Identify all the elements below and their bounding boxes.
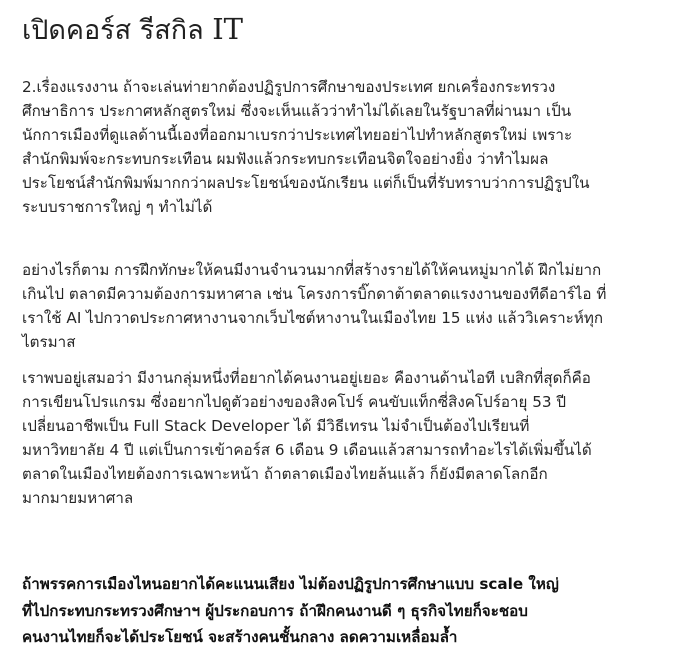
- paragraph-line: การเขียนโปรแกรม ซึ่งอยากไปดูตัวอย่างของสิงคโปร์ คนขับแท็กซี่สิงคโปร์อายุ 53 ปี: [22, 393, 567, 411]
- article-title: [22, 8, 243, 51]
- paragraph-line: นักการเมืองที่ดูแลด้านนี้เองที่ออกมาเบรกว่าประเทศไทยอย่าไปทำหลักสูตรใหม่ เพราะ: [22, 126, 573, 144]
- paragraph-it-jobs: [22, 366, 592, 510]
- paragraph-line: ตลาดในเมืองไทยต้องการเฉพาะหน้า ถ้าตลาดเมืองไทยล้นแล้ว ก็ยังมีตลาดโลกอีก: [22, 465, 548, 483]
- paragraph-line: อย่างไรก็ตาม การฝึกทักษะให้คนมีงานจำนวนมากที่สร้างรายได้ให้คนหมู่มากได้ ฝึกไม่ยาก: [22, 261, 602, 279]
- paragraph-line: ระบบราชการใหญ่ ๆ ทำไม่ได้: [22, 198, 213, 216]
- paragraph-conclusion: [22, 571, 559, 651]
- paragraph-line: ประโยชน์สำนักพิมพ์มากกว่าผลประโยชน์ของนักเรียน แต่ก็เป็นที่รับทราบว่าการปฏิรูปใน: [22, 174, 590, 192]
- paragraph-skills: [22, 258, 606, 354]
- paragraph-line: เกินไป ตลาดมีความต้องการมหาศาล เช่น โครงการบิ๊กดาต้าตลาดแรงงานของทีดีอาร์ไอ ที่: [22, 285, 607, 303]
- paragraph-line: คนงานไทยก็จะได้ประโยชน์ จะสร้างคนชั้นกลาง ลดความเหลื่อมล้ำ: [22, 628, 458, 646]
- paragraph-line: 2.เรื่องแรงงาน ถ้าจะเล่นท่ายากต้องปฏิรูปการศึกษาของประเทศ ยกเครื่องกระทรวง: [22, 78, 556, 96]
- article-title-latin: IT: [212, 12, 244, 46]
- paragraph-line: เราใช้ AI ไปกวาดประกาศหางานจากเว็บไซต์หางานในเมืองไทย 15 แห่ง แล้ววิเคราะห์ทุก: [22, 309, 604, 327]
- paragraph-labor: [22, 75, 590, 219]
- paragraph-line: สำนักพิมพ์จะกระทบกระเทือน ผมฟังแล้วกระทบกระเทือนจิตใจอย่างยิ่ง ว่าทำไมผล: [22, 150, 549, 168]
- paragraph-line: เราพบอยู่เสมอว่า มีงานกลุ่มหนึ่งที่อยากได้คนงานอยู่เยอะ คืองานด้านไอที เบสิกที่สุดก็คือ: [22, 369, 591, 387]
- paragraph-line: ถ้าพรรคการเมืองไหนอยากได้คะแนนเสียง ไม่ต้องปฏิรูปการศึกษาแบบ scale ใหญ่: [22, 575, 559, 593]
- paragraph-line: ที่ไปกระทบกระทรวงศึกษาฯ ผู้ประกอบการ ถ้าฝึกคนงานดี ๆ ธุรกิจไทยก็จะชอบ: [22, 601, 528, 620]
- paragraph-line: เปลี่ยนอาชีพเป็น Full Stack Developer ได้ มีวิธีเทรน ไม่จำเป็นต้องไปเรียนที่: [22, 417, 530, 435]
- paragraph-line: ไตรมาส: [22, 333, 76, 351]
- paragraph-line: มากมายมหาศาล: [22, 489, 134, 507]
- paragraph-line: ศึกษาธิการ ประกาศหลักสูตรใหม่ ซึ่งจะเห็นแล้วว่าทำไม่ได้เลยในรัฐบาลที่ผ่านมา เป็น: [22, 102, 572, 120]
- article-title-thai: เปิดคอร์ส รีสกิล: [22, 15, 213, 46]
- paragraph-line: มหาวิทยาลัย 4 ปี แต่เป็นการเข้าคอร์ส 6 เดือน 9 เดือนแล้วสามารถทำอะไรได้เพิ่มขึ้นได้: [22, 441, 592, 459]
